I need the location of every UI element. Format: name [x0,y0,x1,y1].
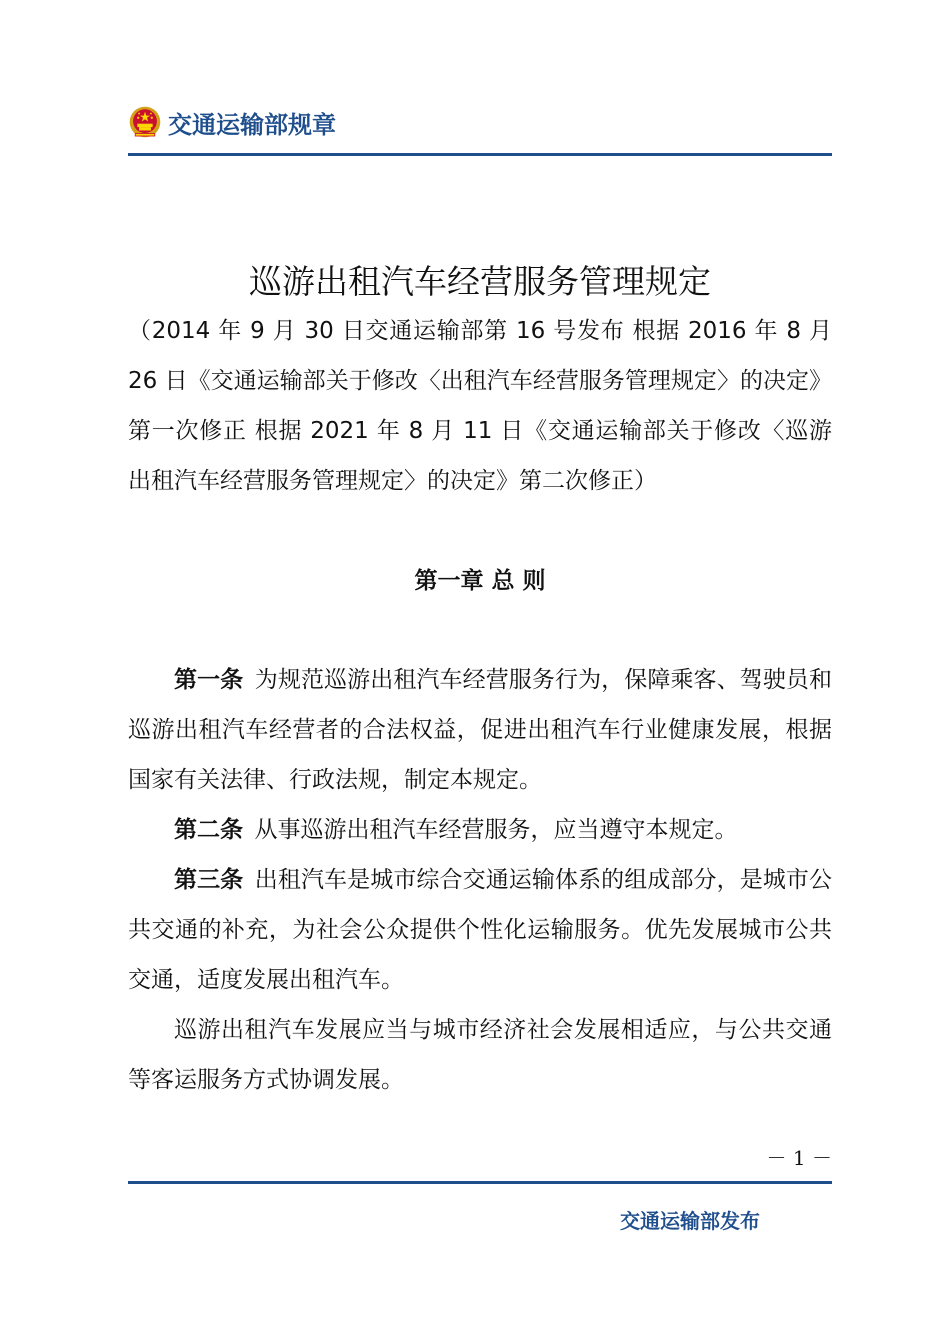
article-number: 第二条 [174,817,243,843]
document-preamble [128,306,832,506]
document-body [128,655,832,1105]
document-title: 巡游出租汽车经营服务管理规定 [249,262,711,301]
preamble-text: （2014 年 9 月 30 日交通运输部第 16 号发布 根据 2016 年 8 月 26 日《交通运输部关于修改〈出租汽车经营服务管理规定〉的决定》第一次修正 根据 2021 年 8 月 11 日《交通运输部关于修改〈巡游出租汽车经营服务管理规定〉的决定》第二次修正） [128,318,832,494]
article-2 [128,805,832,855]
article-3 [128,855,832,1005]
article-number: 第三条 [174,867,244,893]
article-text: 从事巡游出租汽车经营服务，应当遵守本规定。 [254,817,738,843]
national-emblem-icon [128,105,162,139]
footer-divider [128,1181,832,1184]
page-header [128,100,336,144]
article-number: 第一条 [174,667,244,693]
header-divider [128,153,832,156]
page-number: － 1 － [766,1146,832,1170]
article-text: 巡游出租汽车发展应当与城市经济社会发展相适应，与公共交通等客运服务方式协调发展。 [128,1017,832,1093]
article-text: 为规范巡游出租汽车经营服务行为，保障乘客、驾驶员和巡游出租汽车经营者的合法权益，促进出租汽车行业健康发展，根据国家有关法律、行政法规，制定本规定。 [128,667,833,793]
article-text: 出租汽车是城市综合交通运输体系的组成部分，是城市公共交通的补充，为社会公众提供个性化运输服务。优先发展城市公共交通，适度发展出租汽车。 [128,867,833,993]
chapter-heading: 第一章 总 则 [414,568,546,594]
article-3-paragraph-2 [128,1005,832,1105]
footer-publisher: 交通运输部发布 [620,1209,760,1233]
header-title: 交通运输部规章 [168,110,336,139]
article-1 [128,655,832,805]
